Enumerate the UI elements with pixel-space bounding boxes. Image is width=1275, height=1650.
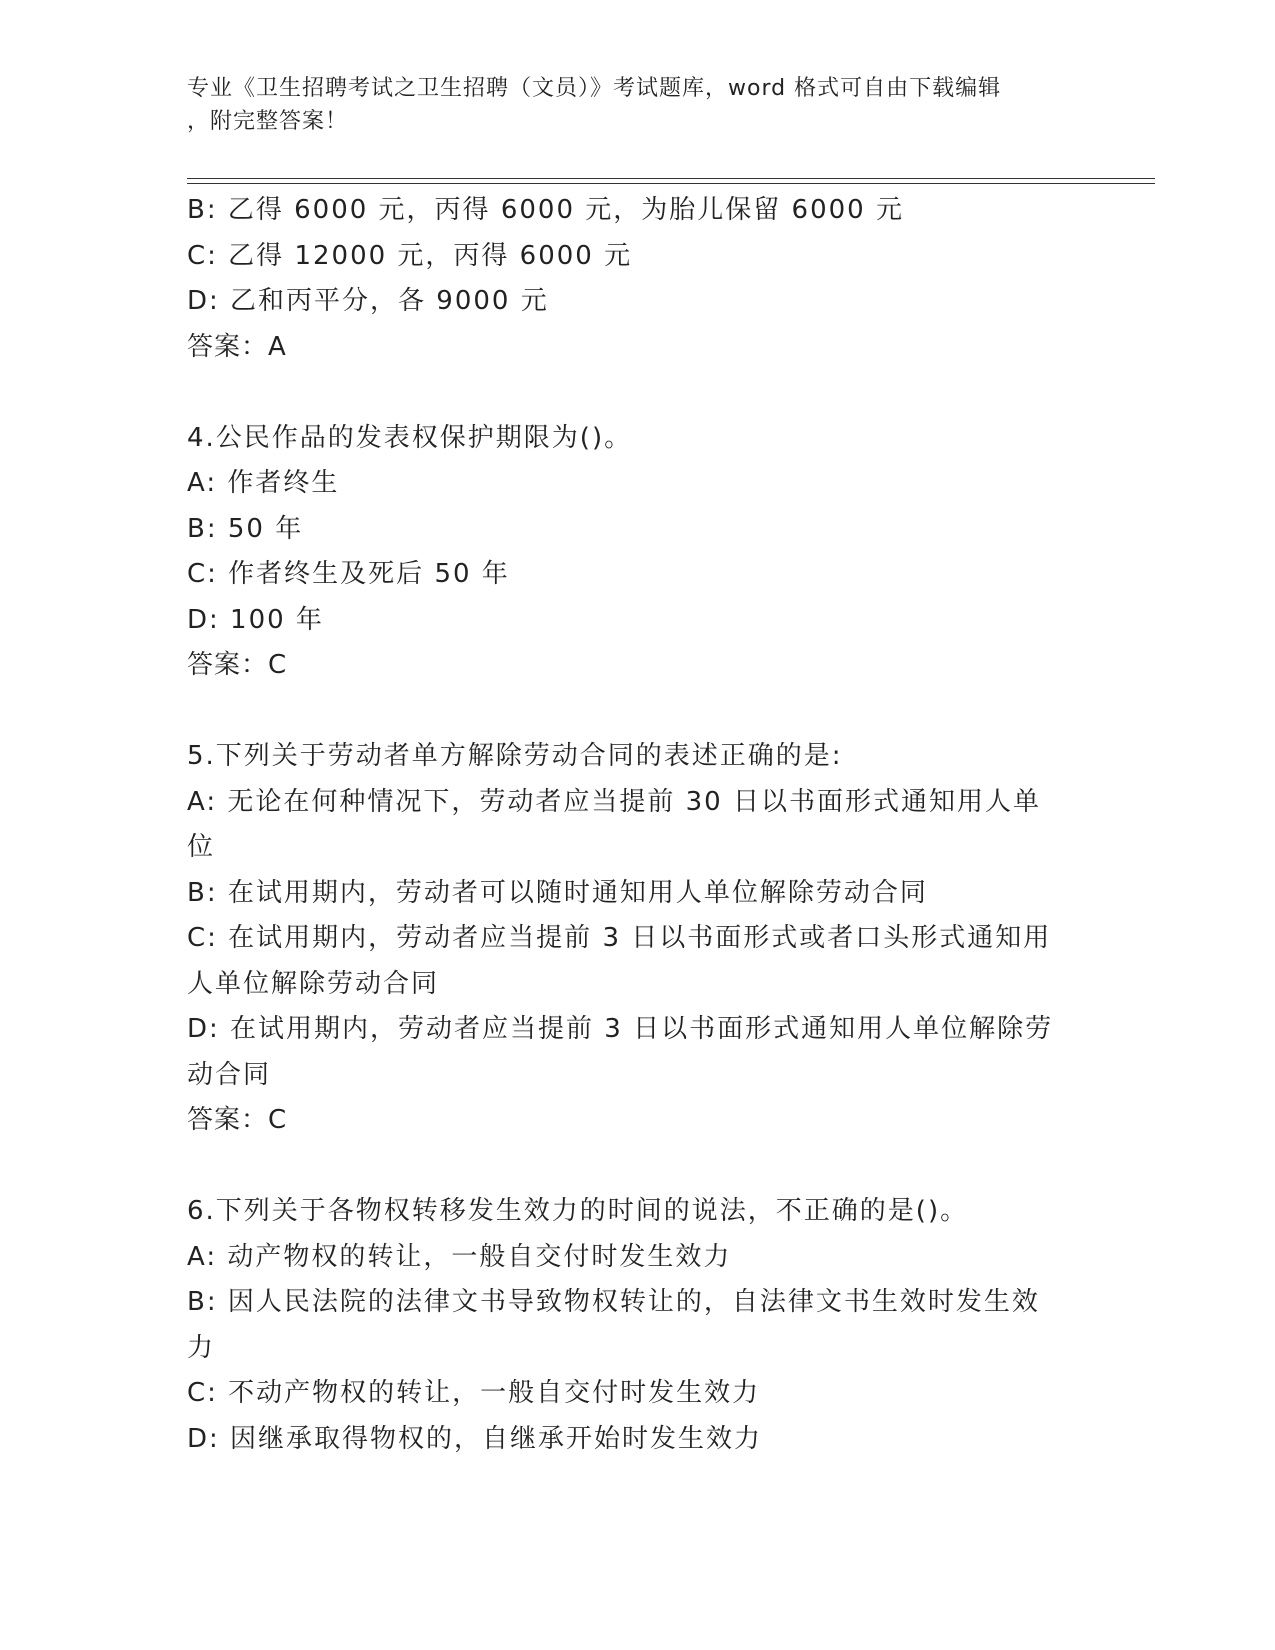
option-c-line-1: C: 不动产物权的转让，一般自交付时发生效力: [187, 1378, 761, 1408]
question-4: [187, 416, 1087, 689]
option-d-line-1: D: 因继承取得物权的，自继承开始时发生效力: [187, 1423, 763, 1454]
question-3: [187, 188, 1087, 370]
answer: 答案：C: [187, 650, 288, 680]
question-stem: 6.下列关于各物权转移发生效力的时间的说法，不正确的是()。: [187, 1196, 969, 1226]
page-header: [187, 72, 1087, 138]
question-6: [187, 1189, 1087, 1462]
option-a: [187, 780, 1087, 871]
option-d: [187, 1417, 1087, 1463]
option-c: C: 作者终生及死后 50 年: [187, 559, 510, 589]
option-c: [187, 916, 1087, 1007]
option-a-line-1: A: 动产物权的转让，一般自交付时发生效力: [187, 1241, 732, 1272]
question-stem: 5.下列关于劳动者单方解除劳动合同的表述正确的是:: [187, 741, 843, 771]
option-b-line-1: B: 在试用期内，劳动者可以随时通知用人单位解除劳动合同: [187, 877, 928, 908]
option-d-line-2: 动合同: [187, 1059, 272, 1090]
option-c-line-1: C: 在试用期内，劳动者应当提前 3 日以书面形式或者口头形式通知用: [187, 923, 1052, 953]
answer: 答案：A: [187, 331, 287, 362]
option-d: D: 乙和丙平分，各 9000 元: [187, 286, 549, 316]
question-5: [187, 734, 1087, 1144]
header-line-1: 专业《卫生招聘考试之卫生招聘（文员）》考试题库，word 格式可自由下载编辑: [187, 76, 1002, 101]
header-line-2: ，附完整答案！: [187, 109, 349, 134]
option-d: D: 100 年: [187, 604, 324, 635]
option-d: [187, 1007, 1087, 1098]
option-c-line-2: 人单位解除劳动合同: [187, 968, 440, 999]
option-b: B: 乙得 6000 元，丙得 6000 元，为胎儿保留 6000 元: [187, 195, 904, 225]
option-a: [187, 1235, 1087, 1281]
option-b: [187, 871, 1087, 917]
answer: 答案：C: [187, 1105, 288, 1135]
option-d-line-1: D: 在试用期内，劳动者应当提前 3 日以书面形式通知用人单位解除劳: [187, 1014, 1054, 1044]
option-c: C: 乙得 12000 元，丙得 6000 元: [187, 240, 633, 271]
option-c: [187, 1371, 1087, 1417]
option-a-line-1: A: 无论在何种情况下，劳动者应当提前 30 日以书面形式通知用人单: [187, 786, 1041, 817]
header-divider: [187, 178, 1155, 184]
question-content: [187, 188, 1087, 1462]
question-stem: 4.公民作品的发表权保护期限为()。: [187, 422, 633, 453]
option-b: [187, 1280, 1087, 1371]
option-b: B: 50 年: [187, 513, 304, 544]
option-a: A: 作者终生: [187, 468, 340, 498]
option-b-line-2: 力: [187, 1332, 216, 1363]
option-b-line-1: B: 因人民法院的法律文书导致物权转让的，自法律文书生效时发生效: [187, 1287, 1040, 1317]
option-a-line-2: 位: [187, 832, 216, 862]
